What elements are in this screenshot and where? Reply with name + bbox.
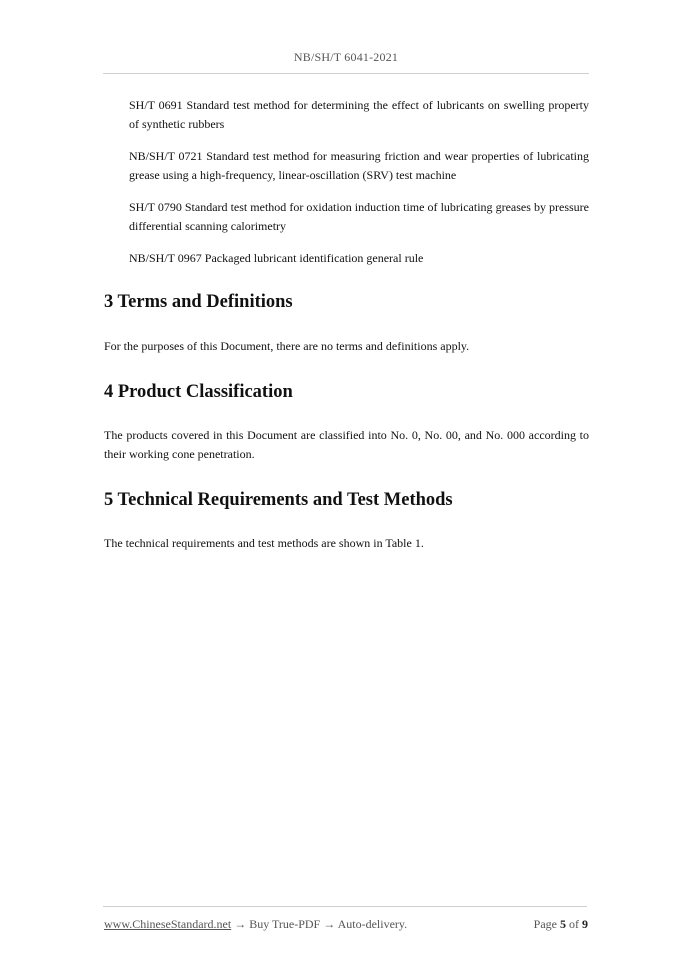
section-heading-terms: 3 Terms and Definitions (104, 292, 293, 312)
footer-divider (103, 906, 587, 907)
section-heading-classification: 4 Product Classification (104, 382, 293, 402)
reference-item: SH/T 0790 Standard test method for oxidation induction time of lubricating greases by pressure differential scanning calorimetry (129, 200, 589, 233)
reference-item: NB/SH/T 0967 Packaged lubricant identification general rule (129, 251, 424, 265)
page-total: 9 (582, 917, 588, 931)
site-link[interactable]: www.ChineseStandard.net (104, 917, 232, 931)
arrow-icon: → (320, 917, 338, 931)
reference-item: NB/SH/T 0721 Standard test method for measuring friction and wear properties of lubricating grease using a high-frequency, linear-oscillation (SRV) test machine (129, 149, 589, 182)
of-label: of (569, 917, 579, 931)
arrow-icon: → (231, 917, 250, 931)
page-header (103, 0, 589, 74)
footer-promo (104, 917, 407, 932)
section-text-classification: The products covered in this Document are classified into No. 0, No. 00, and No. 000 according to their working cone penetration. (104, 428, 589, 461)
page-number: 5 (560, 917, 566, 931)
section-text-terms: For the purposes of this Document, there are no terms and definitions apply. (104, 339, 470, 353)
standard-code: NB/SH/T 6041-2021 (293, 50, 399, 64)
section-heading-requirements: 5 Technical Requirements and Test Methods (104, 490, 453, 510)
buy-link[interactable]: Buy True-PDF (249, 917, 321, 931)
delivery-text: Auto-delivery. (337, 917, 408, 931)
section-text-requirements: The technical requirements and test methods are shown in Table 1. (104, 536, 424, 550)
page-indicator (534, 917, 588, 932)
page-label: Page (533, 917, 557, 931)
reference-item: SH/T 0691 Standard test method for determining the effect of lubricants on swelling property of synthetic rubbers (129, 98, 589, 131)
normative-references-list (129, 96, 589, 281)
